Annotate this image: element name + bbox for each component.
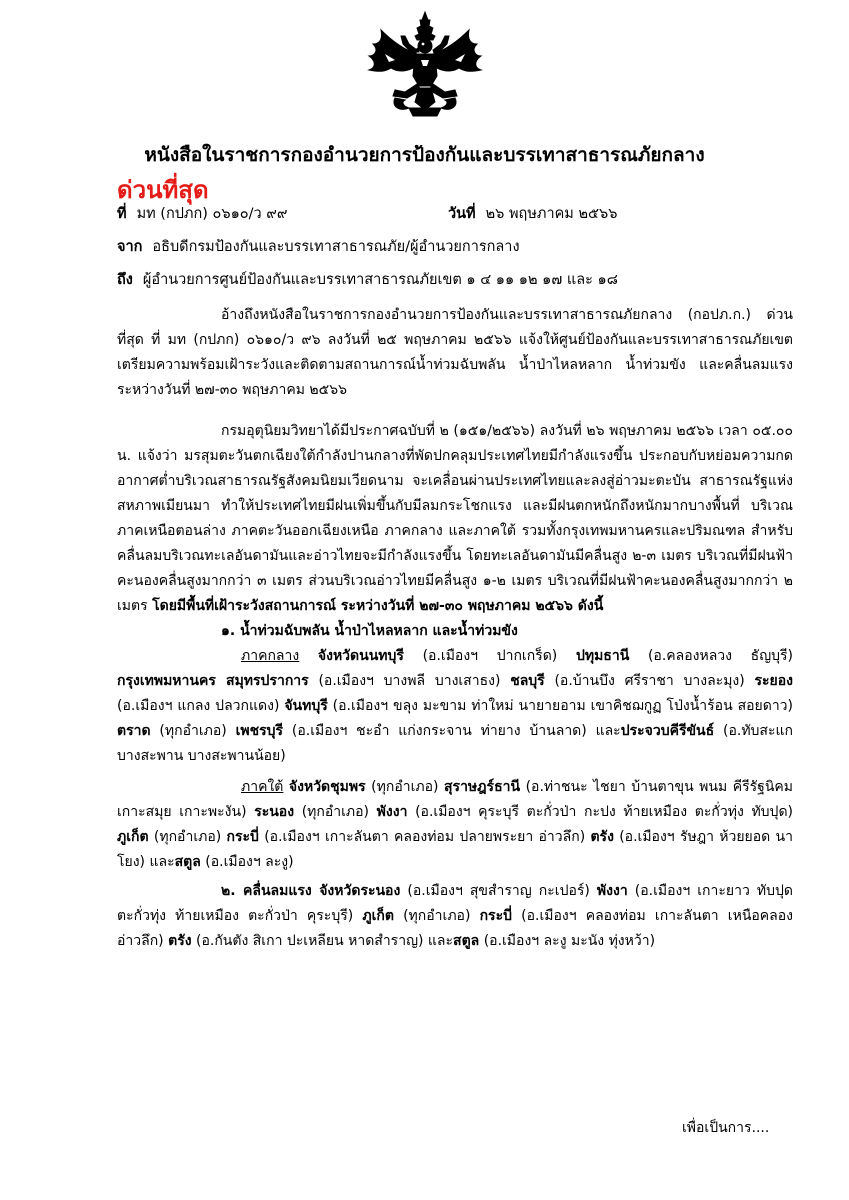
- central-province-list: [117, 648, 793, 764]
- wind-districts-4: (อ.กันตัง สิเกา ปะเหลียน หาดสำราญ) และ: [191, 933, 454, 949]
- central-province-2: กรุงเทพมหานคร สมุทรปราการ: [117, 673, 309, 689]
- south-province-list: [117, 779, 793, 870]
- wind-province-2: ภูเก็ต: [362, 908, 394, 924]
- south-districts-0: (ทุกอำเภอ): [365, 779, 444, 795]
- forecast-watch-period: โดยมีพื้นที่เฝ้าระวังสถานการณ์ ระหว่างวันที่ ๒๗-๓๐ พฤษภาคม ๒๕๖๖ ดังนี้: [152, 598, 604, 614]
- forecast-paragraph: [117, 419, 793, 619]
- central-districts-5: (อ.เมืองฯ ขลุง มะขาม ท่าใหม่ นายายอาม เขาคิชฌกูฏ โป่งน้ำร้อน สอยดาว): [327, 698, 794, 714]
- wind-districts-2: (ทุกอำเภอ): [393, 908, 480, 924]
- reference-number: มท (กปภก) ๐๖๑๐/ว ๙๙: [136, 206, 288, 222]
- to-value: ผู้อำนวยการศูนย์ป้องกันและบรรเทาสาธารณภัยเขต ๑ ๔ ๑๑ ๑๒ ๑๗ และ ๑๘: [142, 272, 618, 288]
- central-districts-8: (อ.ทับสะแก บางสะพาน บางสะพานน้อย): [117, 723, 793, 764]
- south-districts-7: (อ.เมืองฯ ละงู): [200, 854, 294, 870]
- section-2: [117, 879, 793, 954]
- wind-districts-1: (อ.เมืองฯ เกาะยาว ทับปุด ตะกั่วทุ่ง ท้ายเหมือง ตะกั่วป่า คุระบุรี): [117, 883, 793, 924]
- south-province-7: สตูล: [174, 854, 201, 870]
- reference-line: [117, 202, 288, 225]
- urgency-label: ด่วนที่สุด: [117, 176, 209, 204]
- south-province-1: สุราษฎร์ธานี: [444, 779, 521, 795]
- wind-province-5: สตูล: [453, 933, 480, 949]
- central-districts-6: (ทุกอำเภอ): [150, 723, 236, 739]
- wind-province-3: กระบี่: [479, 908, 512, 924]
- from-label: จาก: [117, 239, 143, 255]
- central-province-4: ระยอง: [754, 673, 793, 689]
- wind-province-4: ตรัง: [168, 933, 192, 949]
- section-1-central: [117, 644, 793, 769]
- south-province-4: ภูเก็ต: [117, 829, 149, 845]
- date-label: วันที่: [448, 206, 476, 222]
- central-province-8: ประจวบคีรีขันธ์: [620, 723, 715, 739]
- reference-paragraph: อ้างถึงหนังสือในราชการกองอำนวยการป้องกันและบรรเทาสาธารณภัยกลาง (กอปภ.ก.) ด่วนที่สุด ที่ มท (กปภก) ๐๖๑๐/ว ๙๖ ลงวันที่ ๒๕ พฤษภาคม ๒๕๖๖ แจ้งให้ศูนย์ป้องกันและบรรเทาสาธารณภัยเขต เตรียมความพร้อมเฝ้าระวังและติดตามสถานการณ์น้ำท่วมฉับพลัน น้ำป่าไหลหลาก น้ำท่วมขัง และคลื่นลมแรง ระหว่างวันที่ ๒๗-๓๐ พฤษภาคม ๒๕๖๖: [117, 307, 793, 398]
- from-line: [117, 235, 520, 258]
- central-districts-1: (อ.คลองหลวง ธัญบุรี): [629, 648, 793, 664]
- region-central-label: ภาคกลาง: [241, 648, 300, 664]
- central-districts-7: (อ.เมืองฯ ชะอำ แก่งกระจาน ท่ายาง บ้านลาด) และ: [283, 723, 621, 739]
- section-1-heading: ๑. น้ำท่วมฉับพลัน น้ำป่าไหลหลาก และน้ำท่วมขัง: [221, 623, 518, 639]
- south-districts-3: (อ.เมืองฯ คุระบุรี ตะกั่วป่า กะปง ท้ายเหมือง ตะกั่วทุ่ง ทับปุด): [407, 804, 793, 820]
- central-districts-4: (อ.เมืองฯ แกลง ปลวกแดง): [117, 698, 285, 714]
- section-1-south: [117, 775, 793, 875]
- south-districts-1: (อ.ท่าชนะ ไชยา บ้านตาขุน พนม คีรีรัฐนิคม เกาะสมุย เกาะพะงัน): [117, 779, 794, 820]
- section-2-province-list: [117, 883, 793, 949]
- reference-label: ที่: [117, 206, 127, 222]
- central-province-6: ตราด: [117, 723, 151, 739]
- forecast-text: กรมอุตุนิยมวิทยาได้มีประกาศฉบับที่ ๒ (๑๕๑/๒๕๖๖) ลงวันที่ ๒๖ พฤษภาคม ๒๕๖๖ เวลา ๐๕.๐๐ น. แจ้งว่า มรสุมตะวันตกเฉียงใต้กำลังปานกลางที่พัดปกคลุมประเทศไทยมีกำลังแรงขึ้น ประกอบกับหย่อมความกดอากาศต่ำบริเวณสาธารณรัฐสังคมนิยมเวียดนาม จะเคลื่อนผ่านประเทศไทยและลงสู่อ่าวมะตะบัน สาธารณรัฐแห่งสหภาพเมียนมา ทำให้ประเทศไทยมีฝนเพิ่มขึ้นกับมีลมกระโชกแรง และมีฝนตกหนักถึงหนักมากบางพื้นที่ บริเวณภาคเหนือตอนล่าง ภาคตะวันออกเฉียงเหนือ ภาคกลาง และภาคใต้ รวมทั้งกรุงเทพมหานครและปริมณฑล สำหรับคลื่นลมบริเวณทะเลอันดามันและอ่าวไทยจะมีกำลังแรงขึ้น โดยทะเลอันดามันมีคลื่นสูง ๒-๓ เมตร บริเวณที่มีฝนฟ้าคะนองคลื่นสูงมากกว่า ๓ เมตร ส่วนบริเวณอ่าวไทยมีคลื่นสูง ๑-๒ เมตร บริเวณที่มีฝนฟ้าคะนองคลื่นสูงมากกว่า ๒ เมตร: [117, 423, 793, 614]
- central-province-7: เพชรบุรี: [235, 723, 284, 739]
- document-title: หนังสือในราชการกองอำนวยการป้องกันและบรรเทาสาธารณภัยกลาง: [144, 144, 705, 166]
- south-province-0: จังหวัดชุมพร: [288, 779, 366, 795]
- south-districts-5: (อ.เมืองฯ เกาะลันตา คลองท่อม ปลายพระยา อ่าวลึก): [258, 829, 591, 845]
- south-districts-6: (อ.เมืองฯ รัษฎา ห้วยยอด นาโยง) และ: [117, 829, 793, 870]
- from-value: อธิบดีกรมป้องกันและบรรเทาสาธารณภัย/ผู้อำนวยการกลาง: [152, 239, 520, 255]
- south-province-3: พังงา: [376, 804, 408, 820]
- wind-province-1: พังงา: [596, 883, 628, 899]
- to-line: [117, 268, 618, 291]
- south-districts-2: (ทุกอำเภอ): [294, 804, 377, 820]
- central-province-1: ปทุมธานี: [575, 648, 630, 664]
- wind-districts-0: (อ.เมืองฯ สุขสำราญ กะเปอร์): [400, 883, 597, 899]
- central-districts-2: (อ.เมืองฯ บางพลี บางเสาธง): [308, 673, 511, 689]
- central-province-5: จันทบุรี: [284, 698, 328, 714]
- continuation-text: เพื่อเป็นการ....: [682, 1120, 770, 1136]
- central-districts-3: (อ.บ้านบึง ศรีราชา บางละมุง): [544, 673, 755, 689]
- central-province-3: ชลบุรี: [510, 673, 545, 689]
- date-line: [448, 202, 617, 225]
- south-province-2: ระนอง: [254, 804, 295, 820]
- wind-province-0: ๒. คลื่นลมแรง จังหวัดระนอง: [221, 883, 401, 899]
- south-province-6: ตรัง: [590, 829, 614, 845]
- region-south-label: ภาคใต้: [241, 779, 284, 795]
- central-province-0: จังหวัดนนทบุรี: [317, 648, 404, 664]
- to-label: ถึง: [117, 272, 133, 288]
- wind-districts-5: (อ.เมืองฯ ละงู มะนัง ทุ่งหว้า): [479, 933, 656, 949]
- central-districts-0: (อ.เมืองฯ ปากเกร็ด): [403, 648, 576, 664]
- south-districts-4: (ทุกอำเภอ): [148, 829, 227, 845]
- wind-districts-3: (อ.เมืองฯ คลองท่อม เกาะลันตา เหนือคลอง อ่าวลึก): [117, 908, 793, 949]
- south-province-5: กระบี่: [226, 829, 259, 845]
- garuda-emblem-icon: [365, 10, 485, 118]
- memo-body: [117, 303, 793, 954]
- date-value: ๒๖ พฤษภาคม ๒๕๖๖: [485, 206, 618, 222]
